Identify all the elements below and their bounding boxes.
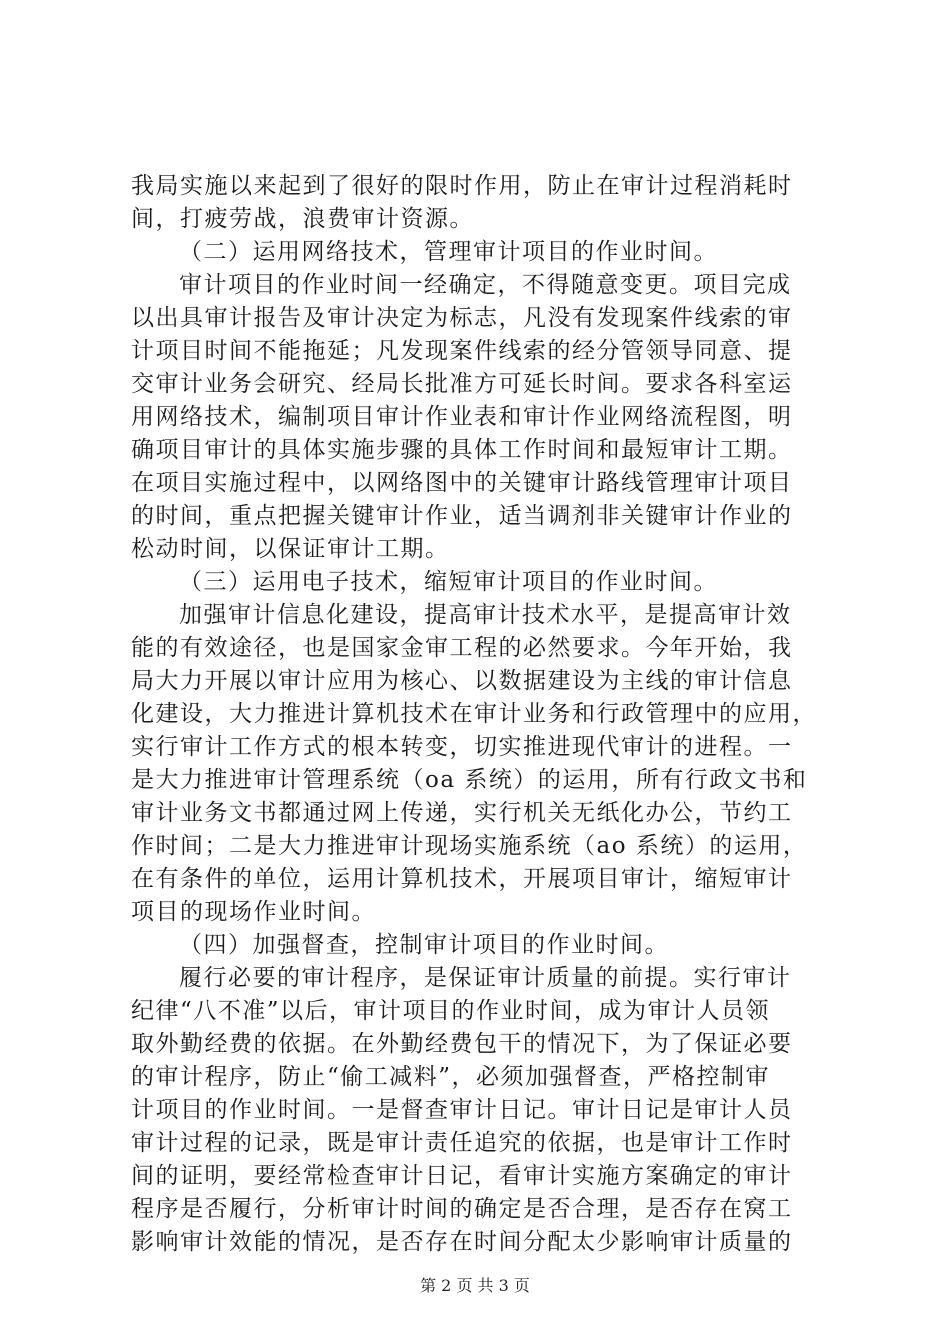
section-heading: （二）运用网络技术，管理审计项目的作业时间。 <box>179 239 718 265</box>
text-line: 在项目实施过程中，以网络图中的关键审计路线管理审计项目 <box>131 470 793 496</box>
text-line: 影响审计效能的情况，是否存在时间分配太少影响审计质量的 <box>131 1229 793 1255</box>
text-line: 是大力推进审计管理系统（oa 系统）的运用，所有行政文书和 <box>131 767 808 793</box>
text-line: 在有条件的单位，运用计算机技术，开展项目审计，缩短审计 <box>131 866 793 892</box>
paragraph-start: 审计项目的作业时间一经确定，不得随意变更。项目完成 <box>179 272 792 298</box>
text-line: 程序是否履行，分析审计时间的确定是否合理，是否存在窝工 <box>131 1196 793 1222</box>
text-line: 纪律“八不准”以后，审计项目的作业时间，成为审计人员领 <box>131 998 771 1024</box>
paragraph-start: 加强审计信息化建设，提高审计技术水平，是提高审计效 <box>179 602 792 628</box>
text-line: 交审计业务会研究、经局长批准方可延长时间。要求各科室运 <box>131 371 793 397</box>
text-line: 以出具审计报告及审计决定为标志，凡没有发现案件线索的审 <box>131 305 793 331</box>
text-line: 松动时间，以保证审计工期。 <box>131 536 450 562</box>
text-line: 局大力开展以审计应用为核心、以数据建设为主线的审计信息 <box>131 668 793 694</box>
text-line: 用网络技术，编制项目审计作业表和审计作业网络流程图，明 <box>131 404 793 430</box>
text-line: 能的有效途径，也是国家金审工程的必然要求。今年开始，我 <box>131 635 793 661</box>
document-body <box>131 170 833 1259</box>
text-line: 审计过程的记录，既是审计责任追究的依据，也是审计工作时 <box>131 1130 793 1156</box>
text-line: 作时间；二是大力推进审计现场实施系统（ao 系统）的运用， <box>131 833 808 859</box>
text-line: 实行审计工作方式的根本转变，切实推进现代审计的进程。一 <box>131 734 793 760</box>
text-line: 取外勤经费的依据。在外勤经费包干的情况下，为了保证必要 <box>131 1031 793 1057</box>
text-line: 间的证明，要经常检查审计日记，看审计实施方案确定的审计 <box>131 1163 793 1189</box>
text-line: 间，打疲劳战，浪费审计资源。 <box>131 206 474 232</box>
text-line: 计项目时间不能拖延；凡发现案件线索的经分管领导同意、提 <box>131 338 793 364</box>
text-line: 计项目的作业时间。一是督查审计日记。审计日记是审计人员 <box>131 1097 793 1123</box>
text-line: 的审计程序，防止“偷工减料”，必须加强督查，严格控制审 <box>131 1064 771 1090</box>
text-line: 审计业务文书都通过网上传递，实行机关无纸化办公，节约工 <box>131 800 793 826</box>
text-line: 我局实施以来起到了很好的限时作用，防止在审计过程消耗时 <box>131 173 793 199</box>
text-line: 确项目审计的具体实施步骤的具体工作时间和最短审计工期。 <box>131 437 793 463</box>
section-heading: （三）运用电子技术，缩短审计项目的作业时间。 <box>179 569 718 595</box>
text-line: 化建设，大力推进计算机技术在审计业务和行政管理中的应用， <box>131 701 817 727</box>
paragraph-start: 履行必要的审计程序，是保证审计质量的前提。实行审计 <box>179 965 792 991</box>
text-line: 的时间，重点把握关键审计作业，适当调剂非关键审计作业的 <box>131 503 793 529</box>
section-heading: （四）加强督查，控制审计项目的作业时间。 <box>179 932 669 958</box>
text-line: 项目的现场作业时间。 <box>131 899 376 925</box>
page-number-footer: 第 2 页 共 3 页 <box>420 1276 530 1295</box>
